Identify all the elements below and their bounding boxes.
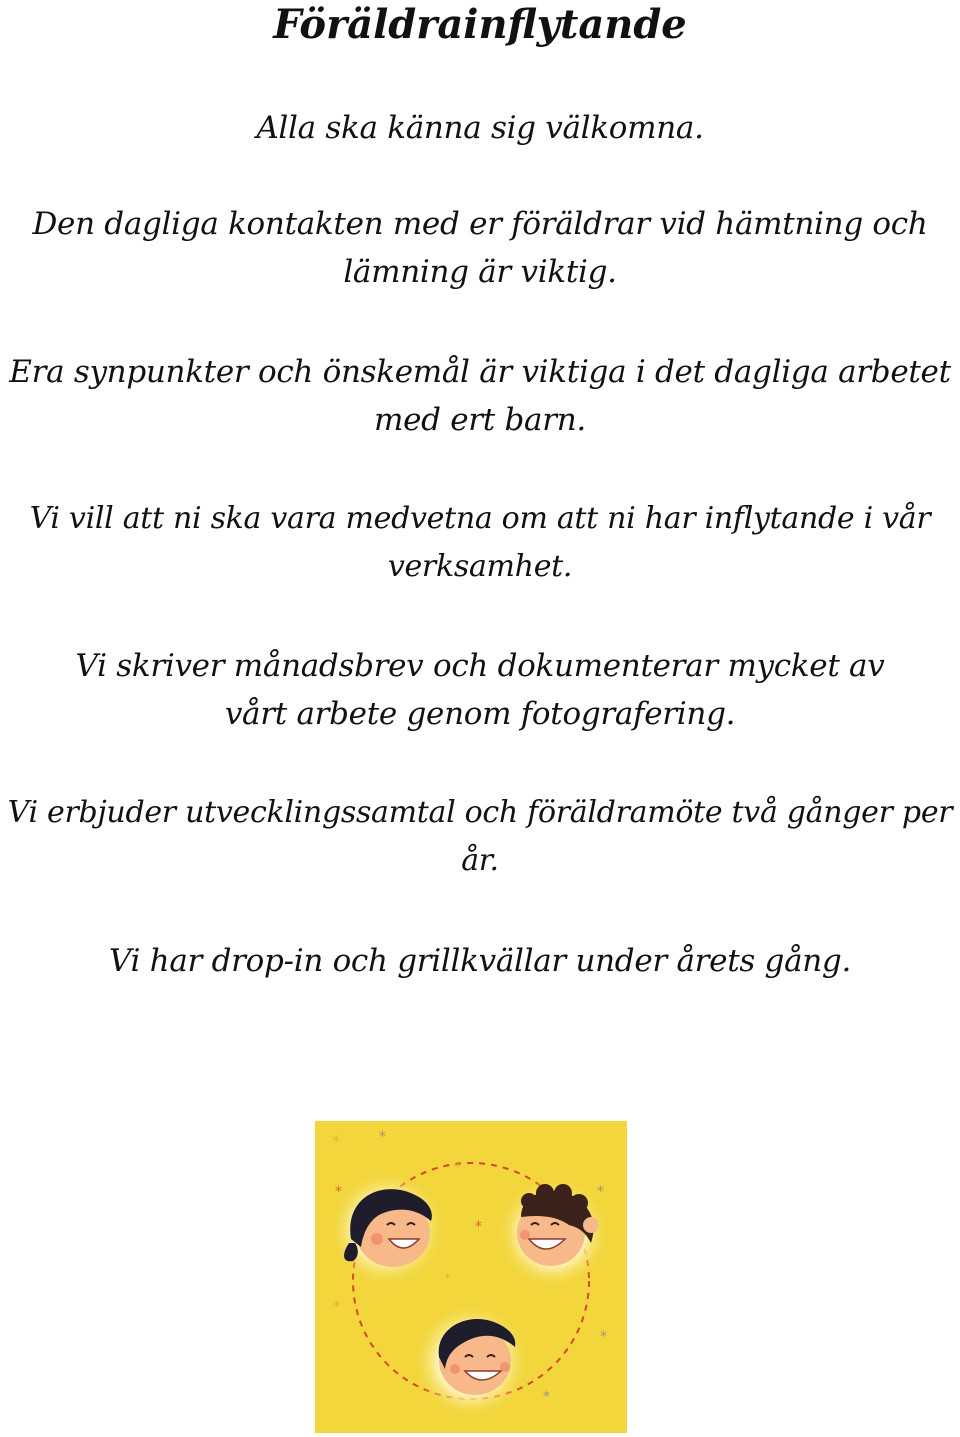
svg-text:*: * (475, 1219, 482, 1235)
children-faces-svg (315, 1121, 627, 1433)
svg-text:*: * (335, 1184, 342, 1200)
svg-text:*: * (597, 1184, 604, 1200)
paragraph-influence: Vi vill att ni ska vara medvetna om att ni har inflytande i vår verksamhet. (29, 501, 931, 584)
children-faces-illustration (315, 1121, 627, 1433)
svg-text:*: * (543, 1389, 550, 1405)
svg-text:*: * (333, 1299, 340, 1315)
paragraph-events: Vi har drop-in och grillkvällar under årets gång. (108, 943, 852, 979)
paragraph-daily-contact: Den dagliga kontakten med er föräldrar vid hämtning och lämning är viktig. (32, 206, 928, 290)
paragraph-meetings: Vi erbjuder utvecklingssamtal och föräldramöte två gånger per år. (7, 795, 953, 878)
svg-text:*: * (379, 1129, 386, 1145)
svg-text:*: * (600, 1329, 607, 1345)
svg-text:*: * (455, 1160, 461, 1174)
paragraph-welcome: Alla ska känna sig välkomna. (256, 110, 704, 146)
svg-text:*: * (445, 1273, 450, 1284)
paragraph-opinions: Era synpunkter och önskemål är viktiga i det dagliga arbetet med ert barn. (9, 354, 951, 438)
svg-text:*: * (333, 1134, 340, 1150)
page-title: Föräldrainflytande (273, 1, 687, 48)
paragraph-newsletter: Vi skriver månadsbrev och dokumenterar mycket av vårt arbete genom fotografering. (75, 648, 885, 732)
